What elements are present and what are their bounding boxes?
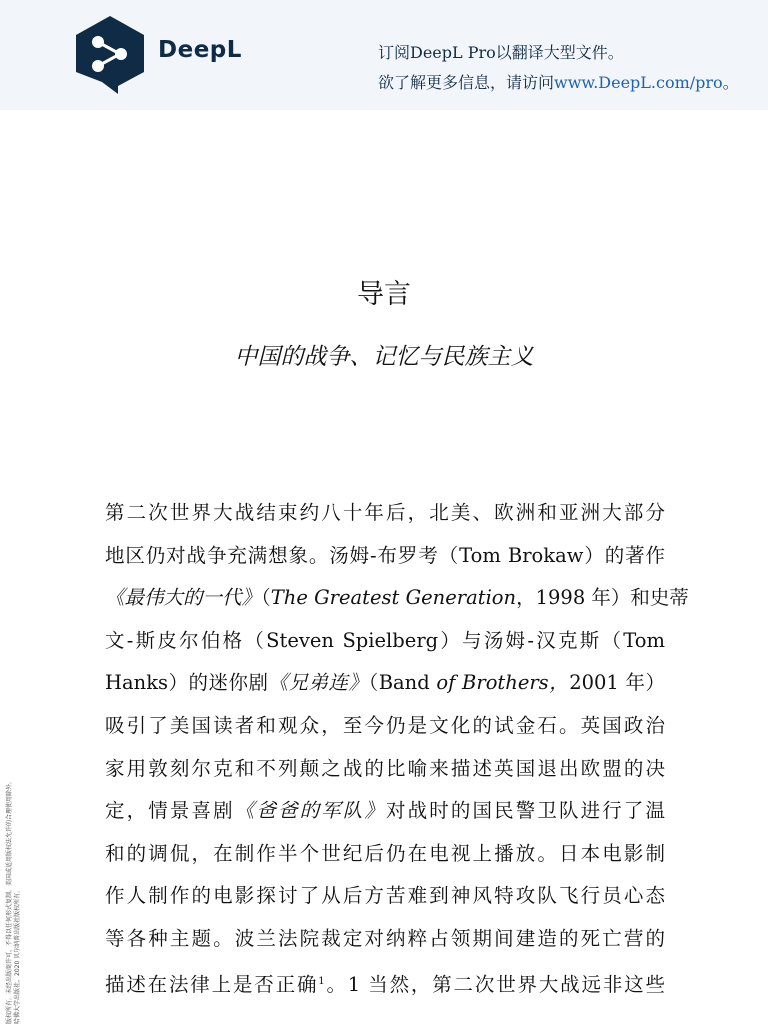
text-line: [105, 790, 665, 833]
pro-promo-text: [378, 38, 768, 98]
text-fragment: 2001 年）: [569, 671, 665, 695]
text-line: [105, 577, 689, 620]
text-fragment: 对战时的国民警卫队进行了温: [386, 799, 665, 823]
deepl-banner: [0, 0, 768, 110]
text-fragment: 描述在法律上是否正确: [105, 972, 319, 996]
logo-text: DeepL: [158, 37, 242, 63]
copyright-line-1: 版权所有。未经出版商许可，不得以任何形式复制。美国或适用版权法允许的合理使用除外。: [6, 777, 13, 1024]
series-title-english: of Brothers，: [436, 671, 570, 695]
text-fragment: （Band: [368, 671, 437, 695]
text-line: 文-斯皮尔伯格（Steven Spielberg）与汤姆-汉克斯（Tom: [105, 628, 665, 652]
text-line: 和的调侃，在制作半个世纪后仍在电视上播放。日本电影制: [105, 841, 665, 865]
text-fragment: （: [261, 586, 271, 610]
deepl-logo[interactable]: [72, 14, 248, 96]
deepl-pro-link[interactable]: www.DeepL.com/pro: [554, 73, 723, 92]
text-fragment: ，1998 年）和史蒂: [516, 586, 689, 610]
text-line: 地区仍对战争充满想象。汤姆-布罗考（Tom Brokaw）的著作: [105, 543, 665, 567]
copyright-line-2: 哈佛大学出版社，2020 贝尔纳普出版社版权所有。: [14, 886, 21, 1024]
promo-line-2: [378, 68, 768, 98]
text-line: 第二次世界大战结束约八十年后，北美、欧洲和亚洲大部分: [105, 501, 665, 524]
copyright-side-note: [6, 694, 22, 1024]
book-title-english: The Greatest Generation: [270, 586, 517, 610]
promo-line-1: 订阅DeepL Pro以翻译大型文件。: [378, 43, 624, 62]
text-line: 吸引了美国读者和观众，至今仍是文化的试金石。英国政治: [105, 713, 665, 737]
chapter-subtitle: 中国的战争、记忆与民族主义: [234, 344, 534, 370]
sitcom-title: 《爸爸的军队》: [234, 799, 387, 823]
text-fragment: 定，情景喜剧: [105, 799, 235, 823]
text-line: 作人制作的电影探讨了从后方苦难到神风特攻队飞行员心态: [105, 884, 665, 908]
footnote-marker[interactable]: 1: [318, 975, 325, 987]
text-fragment: Hanks）的迷你剧: [105, 671, 269, 695]
series-title: 《兄弟连》: [268, 671, 369, 695]
body-paragraph: [105, 492, 689, 1012]
text-fragment: 。1 当然，第二次世界大战远非这些: [324, 972, 665, 996]
chapter-title: 导言: [357, 279, 411, 310]
text-line: [105, 961, 665, 1007]
text-line: 等各种主题。波兰法院裁定对纳粹占领期间建造的死亡营的: [105, 926, 665, 950]
promo-line-2-prefix: 欲了解更多信息，请访问: [378, 73, 555, 92]
text-line: [105, 662, 665, 705]
book-title: 《最伟大的一代》: [105, 586, 262, 610]
promo-line-2-suffix: 。: [722, 73, 739, 92]
text-line: 家用敦刻尔克和不列颠之战的比喻来描述英国退出欧盟的决: [105, 756, 665, 780]
deepl-logo-icon: [72, 14, 148, 96]
